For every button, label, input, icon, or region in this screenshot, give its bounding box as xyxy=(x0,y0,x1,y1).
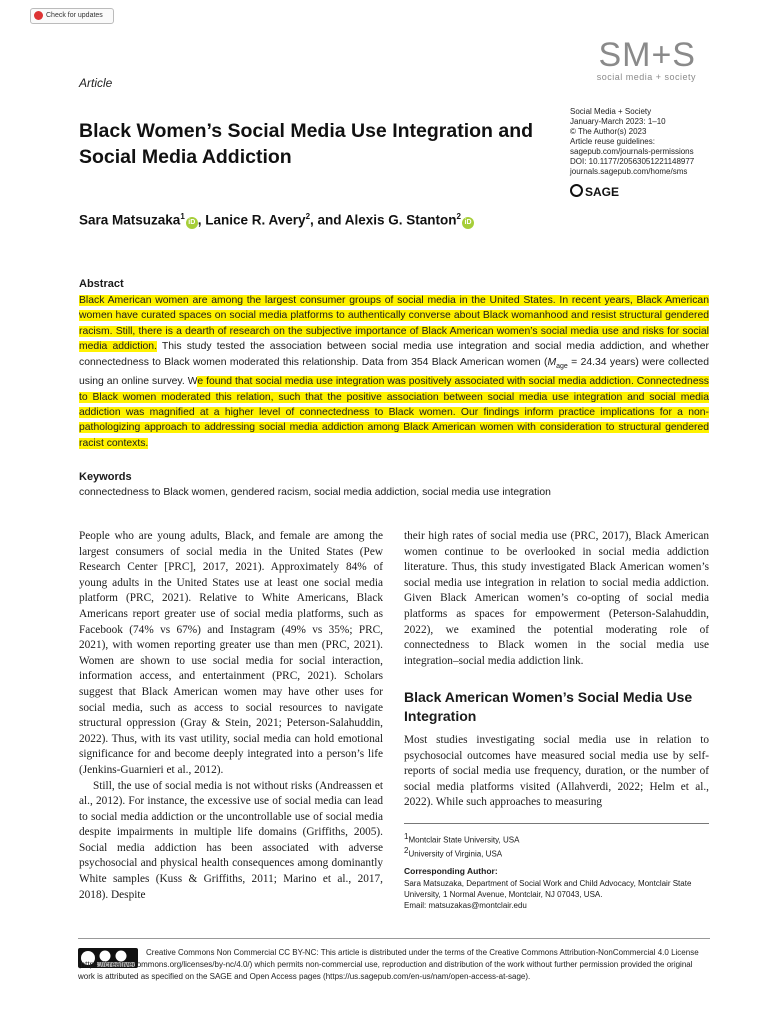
body-paragraph: Most studies investigating social media use in relation to psychosocial outcomes have measured social media use by self-reports of social media use frequency, duration, or the number of social media platforms visited (Allahverdi, 2022; Helm et al., 2022). While such approaches to measuring xyxy=(404,734,709,809)
author-2: , Lanice R. Avery xyxy=(197,212,306,228)
check-for-updates-badge[interactable] xyxy=(30,8,114,24)
reuse-label: Article reuse guidelines: xyxy=(570,137,655,146)
logo-text: SM+S xyxy=(598,36,696,74)
logo-subtitle: social media + society xyxy=(596,72,696,82)
sage-label: SAGE xyxy=(585,185,620,199)
doi-link[interactable]: DOI: 10.1177/20563051221148977 xyxy=(570,157,695,166)
permissions-link[interactable]: sagepub.com/journals-permissions xyxy=(570,147,694,156)
corresponding-author-heading: Corresponding Author: xyxy=(404,866,498,876)
mean-symbol: M xyxy=(547,356,557,368)
sage-icon xyxy=(570,184,583,197)
author-1: Sara Matsuzaka xyxy=(79,212,181,228)
affiliation-2-text: University of Virginia, USA xyxy=(408,849,503,859)
abstract-highlight-1: Black American women are among the largest consumer groups of social media in the United States. In recent years, Black American women have curated spaces on social media platforms to authentically converse about Black womanhood and resist structural gendered racism. Still, there is a dearth of research on the subjective importance of Black American women’s social media use and risks for social media addiction. xyxy=(79,295,709,353)
body-paragraph: Still, the use of social media is not without risks (Andreassen et al., 2012). For instance, the excessive use of social media can lead to social media addiction or the uncontrollable use of social media despite impairments in multiple life domains (Griffiths, 2005). Social media addiction has been associated with adverse psychosocial and physical health consequences among dominantly White samples (Kuss & Griffiths, 2011; Marino et al., 2017, 2018). Despite xyxy=(79,779,383,901)
journal-logo xyxy=(597,38,696,82)
affiliation-1-number: 1 xyxy=(404,832,409,841)
affiliation-2-number: 2 xyxy=(404,846,409,855)
check-for-updates-label: Check for updates xyxy=(46,12,103,19)
body-column-left xyxy=(79,529,383,903)
affiliation-2 xyxy=(404,845,714,860)
sage-logo xyxy=(570,184,619,199)
orcid-icon[interactable]: iD xyxy=(462,217,474,229)
keywords-text: connectedness to Black women, gendered racism, social media addiction, social media use integration xyxy=(79,487,551,498)
abstract-text xyxy=(79,293,709,451)
license-divider xyxy=(78,938,710,939)
body-column-right-2 xyxy=(404,733,709,811)
corresponding-author-details xyxy=(404,878,714,911)
affiliation-1-text: Montclair State University, USA xyxy=(408,835,520,845)
orcid-icon[interactable]: iD xyxy=(186,217,198,229)
author-3: , and Alexis G. Stanton xyxy=(310,212,457,228)
body-column-right xyxy=(404,529,709,669)
author-list xyxy=(79,212,474,229)
license-text: Creative Commons Non Commercial CC BY-NC: This article is distributed under the terms of the Creative Commons Attribution-NonCommercial 4.0 License (https://creativecommons.org/licenses/by-nc/4.0/) which permits non-commercial use, reproduction and distribution of the work without further permission provided the original work is attributed as specified on the SAGE and Open Access pages (https://us.sagepub.com/en-us/nam/open-access-at-sage). xyxy=(78,948,699,981)
keywords-heading: Keywords xyxy=(79,471,132,483)
corresponding-author-email[interactable]: Email: matsuzakas@montclair.edu xyxy=(404,901,527,910)
journal-info xyxy=(570,107,740,177)
paper-title: Black Women’s Social Media Use Integration and Social Media Addiction xyxy=(79,120,534,168)
update-icon xyxy=(34,11,43,20)
corresponding-author-address: Sara Matsuzaka, Department of Social Work and Child Advocacy, Montclair State University, 1 Normal Avenue, Montclair, NJ 07043, USA. xyxy=(404,879,692,899)
journal-name: Social Media + Society xyxy=(570,107,652,116)
age-subscript: age xyxy=(556,362,568,370)
author-3-affiliation: 2 xyxy=(456,212,461,221)
abstract-heading: Abstract xyxy=(79,278,124,290)
journal-issue: January-March 2023: 1–10 xyxy=(570,117,666,126)
abstract-plain-2: = 24.34 years) were collected using an online survey. W xyxy=(79,356,709,388)
body-paragraph: their high rates of social media use (PRC, 2017), Black American women continue to be overlooked in social media addiction literature. Thus, this study investigated Black American women’s social media use integration in relation to social media addiction. Given Black American women’s co-opting of social media platforms as spaces for empowerment (Peterson-Salahuddin, 2022), we examined the potential moderating role of connectedness to Black women in the social media use integration–social media addiction link. xyxy=(404,530,709,667)
section-heading: Black American Women’s Social Media Use Integration xyxy=(404,689,693,724)
article-type-label: Article xyxy=(79,76,113,90)
abstract-plain-1: This study tested the association between social media use integration and social media addiction, and whether connectedness to Black women moderated this relationship. Data from 354 Black American women ( xyxy=(79,341,709,368)
abstract-highlight-2: e found that social media use integration was positively associated with social media addiction. Connectedness to Black women moderated this relation, such that the positive association between social media use integration and social media addiction was magnified at a higher level of connectedness to Black women. Our findings inform practice implications for a non-pathologizing approach to addressing social media addiction among Black American women with consideration to structural gendered racist contexts. xyxy=(79,376,709,449)
body-paragraph: People who are young adults, Black, and female are among the largest consumers of social media in the United States (Pew Research Center [PRC], 2017, 2021). Approximately 84% of young adults in the United States use at least one social media platform (PRC, 2021). Relative to White Americans, Black Americans report greater use of social media platforms, such as Facebook (74% vs 67%) and Instagram (49% vs 35%; PRC, 2021), with women reporting greater use than men (PRC, 2021). Women are shown to use social media for social interaction, information access, and entertainment (PRC, 2021). Scholars suggest that Black American women may have other uses for social media, such as access to social resources to navigate structural oppression (Gray & Stein, 2021; Peterson-Salahuddin, 2022). Thus, with its vast utility, social media can hold emotional significance for and become deeply integrated into a person’s life (Jenkins-Guarnieri et al., 2012). xyxy=(79,530,383,776)
journal-url[interactable]: journals.sagepub.com/home/sms xyxy=(570,167,688,176)
affiliation-1 xyxy=(404,831,714,846)
footnote-divider xyxy=(404,823,709,824)
author-1-affiliation: 1 xyxy=(180,212,185,221)
author-2-affiliation: 2 xyxy=(305,212,311,221)
copyright: © The Author(s) 2023 xyxy=(570,127,647,136)
